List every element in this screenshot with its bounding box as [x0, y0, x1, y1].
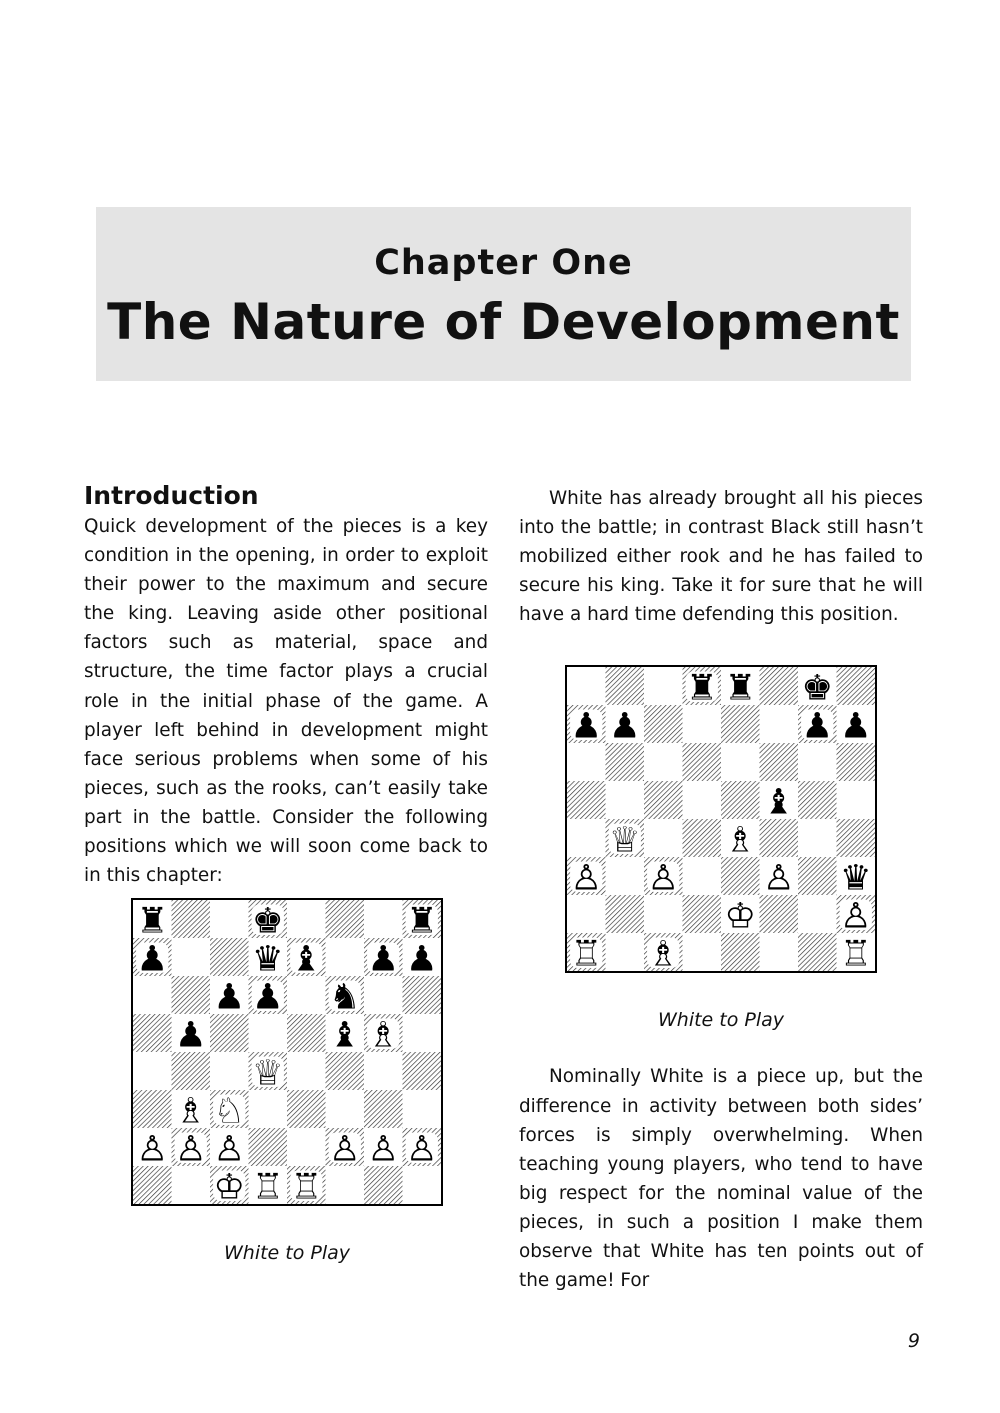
square-b2: [606, 895, 645, 933]
white-queen-icon: [609, 820, 641, 861]
black-queen-icon: [252, 939, 284, 980]
square-h8: [837, 667, 876, 705]
square-f7: [760, 705, 799, 743]
diagram-2-caption: White to Play: [657, 1009, 785, 1031]
black-king-icon: [801, 668, 833, 709]
black-bishop-icon: [290, 939, 322, 980]
square-a8: [567, 667, 606, 705]
white-knight-icon: [213, 1091, 245, 1132]
square-c5: [644, 781, 683, 819]
square-e8: [287, 900, 326, 938]
diagram-1-caption: White to Play: [223, 1242, 351, 1264]
right-paragraph-1: White has already brought all his pieces into the battle; in contrast Black still hasn’t mobilized either rook and he has failed to secure his king. Take it for sure that he will have a hard time defending this position.: [519, 488, 923, 626]
black-pawn-icon: [213, 977, 245, 1018]
square-f4: [760, 819, 799, 857]
black-knight-icon: [329, 977, 361, 1018]
black-rook-icon: [686, 668, 718, 709]
square-a6: [133, 976, 172, 1014]
square-e3: [721, 857, 760, 895]
chapter-header: [96, 207, 911, 381]
square-d2: [249, 1128, 288, 1166]
chapter-label: Chapter One: [374, 243, 633, 283]
square-b8: [606, 667, 645, 705]
black-queen-icon: [840, 858, 872, 899]
white-pawn-icon: [175, 1129, 207, 1170]
white-pawn-icon: [406, 1129, 438, 1170]
white-pawn-icon: [647, 858, 679, 899]
square-d3: [683, 857, 722, 895]
square-b8: [172, 900, 211, 938]
square-a2: [567, 895, 606, 933]
white-rook-icon: [290, 1167, 322, 1204]
white-queen-icon: [252, 1053, 284, 1094]
square-a4: [133, 1052, 172, 1090]
intro-paragraph: Quick development of the pieces is a key condition in the opening, in order to exploit their power to the maximum and secure the king. Leaving aside other positional factors such as material, space and structure, the time factor plays a crucial role in the initial phase of the game. A player left behind in development might face serious problems when some of his pieces, such as the rooks, can’t easily take part in the battle. Consider the following positions which we will soon come back to in this chapter:: [84, 516, 488, 887]
chess-diagram-2: [565, 665, 877, 973]
black-rook-icon: [136, 901, 168, 942]
square-h5: [837, 781, 876, 819]
square-d5: [683, 781, 722, 819]
black-pawn-icon: [570, 706, 602, 747]
square-g6: [798, 743, 837, 781]
white-pawn-icon: [367, 1129, 399, 1170]
white-bishop-icon: [724, 820, 756, 861]
chessboard-1: [133, 900, 441, 1204]
white-pawn-icon: [213, 1129, 245, 1170]
black-bishop-icon: [329, 1015, 361, 1056]
square-f2: [760, 895, 799, 933]
square-e4: [287, 1052, 326, 1090]
square-d5: [249, 1014, 288, 1052]
square-h6: [837, 743, 876, 781]
black-rook-icon: [724, 668, 756, 709]
page-number: 9: [907, 1330, 920, 1352]
square-c4: [210, 1052, 249, 1090]
square-a5: [567, 781, 606, 819]
square-h3: [403, 1090, 442, 1128]
black-pawn-icon: [840, 706, 872, 747]
square-b1: [172, 1166, 211, 1204]
square-h1: [403, 1166, 442, 1204]
square-d4: [683, 819, 722, 857]
square-d3: [249, 1090, 288, 1128]
square-g2: [798, 895, 837, 933]
square-f1: [760, 933, 799, 971]
square-b1: [606, 933, 645, 971]
white-pawn-icon: [840, 896, 872, 937]
square-e6: [721, 743, 760, 781]
square-g3: [798, 857, 837, 895]
square-e7: [721, 705, 760, 743]
black-pawn-icon: [175, 1015, 207, 1056]
white-pawn-icon: [763, 858, 795, 899]
square-d1: [683, 933, 722, 971]
square-g1: [364, 1166, 403, 1204]
white-pawn-icon: [570, 858, 602, 899]
white-king-icon: [213, 1167, 245, 1204]
square-c6: [644, 743, 683, 781]
square-f3: [326, 1090, 365, 1128]
square-f8: [760, 667, 799, 705]
square-e2: [287, 1128, 326, 1166]
square-a5: [133, 1014, 172, 1052]
square-d6: [683, 743, 722, 781]
white-king-icon: [724, 896, 756, 937]
white-rook-icon: [840, 934, 872, 971]
right-paragraph-2: Nominally White is a piece up, but the difference in activity between both sides’ forces is simply overwhelming. When teaching young players, who tend to have big respect for the nominal value of the pieces, in such a position I make them observe that White has ten points out of the game! For: [519, 1066, 923, 1292]
square-c2: [644, 895, 683, 933]
square-c4: [644, 819, 683, 857]
square-e5: [721, 781, 760, 819]
square-g4: [798, 819, 837, 857]
white-pawn-icon: [136, 1129, 168, 1170]
left-column: [84, 478, 488, 890]
square-c7: [644, 705, 683, 743]
chessboard-2: [567, 667, 875, 971]
black-pawn-icon: [609, 706, 641, 747]
square-g6: [364, 976, 403, 1014]
square-b6: [606, 743, 645, 781]
white-bishop-icon: [647, 934, 679, 971]
chapter-title: The Nature of Development: [107, 293, 900, 351]
square-g3: [364, 1090, 403, 1128]
black-king-icon: [252, 901, 284, 942]
square-h5: [403, 1014, 442, 1052]
white-bishop-icon: [367, 1015, 399, 1056]
square-d7: [683, 705, 722, 743]
black-pawn-icon: [252, 977, 284, 1018]
square-f8: [326, 900, 365, 938]
white-rook-icon: [252, 1167, 284, 1204]
square-e1: [721, 933, 760, 971]
square-f7: [326, 938, 365, 976]
square-f4: [326, 1052, 365, 1090]
square-b4: [172, 1052, 211, 1090]
square-e6: [287, 976, 326, 1014]
square-g4: [364, 1052, 403, 1090]
square-b7: [172, 938, 211, 976]
black-bishop-icon: [763, 782, 795, 823]
square-a6: [567, 743, 606, 781]
square-e3: [287, 1090, 326, 1128]
black-pawn-icon: [367, 939, 399, 980]
square-f6: [760, 743, 799, 781]
chess-diagram-1: [131, 898, 443, 1206]
black-rook-icon: [406, 901, 438, 942]
black-pawn-icon: [136, 939, 168, 980]
square-h4: [403, 1052, 442, 1090]
section-heading: Introduction: [84, 481, 259, 510]
square-c5: [210, 1014, 249, 1052]
square-b6: [172, 976, 211, 1014]
square-h4: [837, 819, 876, 857]
square-b5: [606, 781, 645, 819]
square-a3: [133, 1090, 172, 1128]
white-pawn-icon: [329, 1129, 361, 1170]
white-bishop-icon: [175, 1091, 207, 1132]
black-pawn-icon: [801, 706, 833, 747]
square-e5: [287, 1014, 326, 1052]
square-c7: [210, 938, 249, 976]
square-h6: [403, 976, 442, 1014]
square-g1: [798, 933, 837, 971]
square-c8: [210, 900, 249, 938]
black-pawn-icon: [406, 939, 438, 980]
square-d2: [683, 895, 722, 933]
square-b3: [606, 857, 645, 895]
white-rook-icon: [570, 934, 602, 971]
square-g8: [364, 900, 403, 938]
square-a1: [133, 1166, 172, 1204]
square-c8: [644, 667, 683, 705]
square-g5: [798, 781, 837, 819]
square-f1: [326, 1166, 365, 1204]
square-a4: [567, 819, 606, 857]
